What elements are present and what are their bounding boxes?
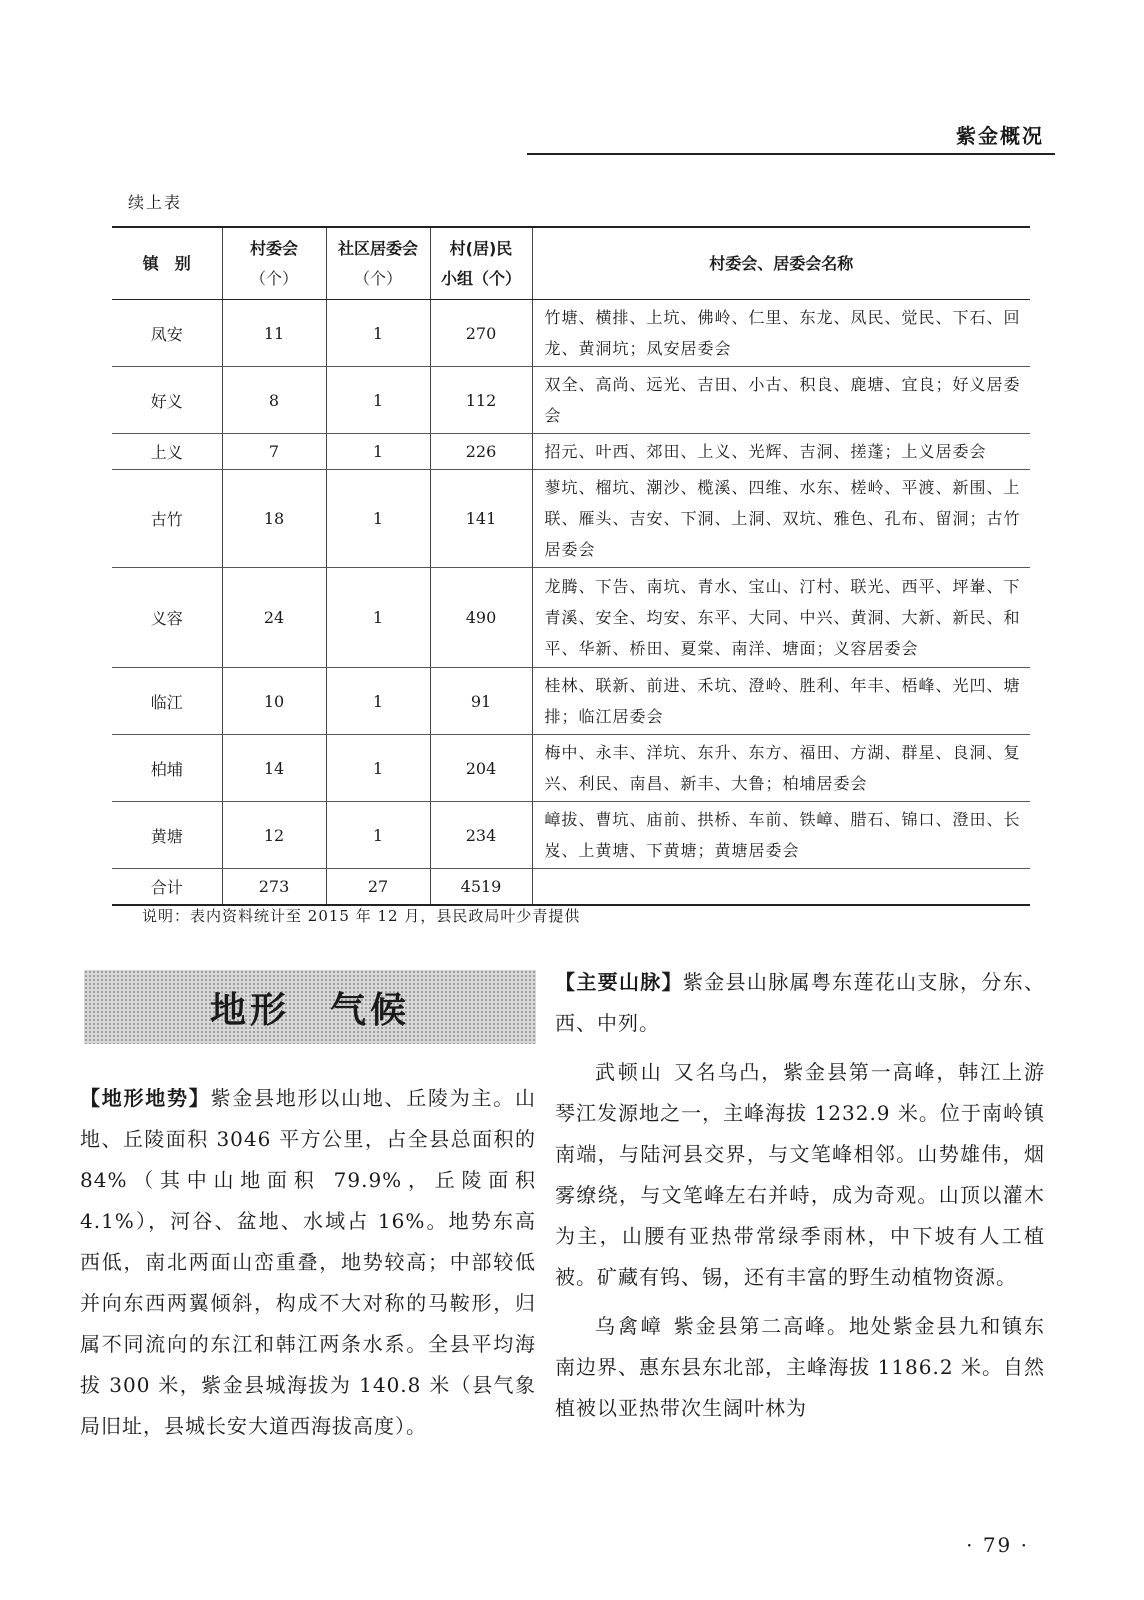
cell-villages: 18 — [222, 470, 326, 568]
cell-names: 双全、高尚、远光、吉田、小古、积良、鹿塘、宜良；好义居委会 — [532, 367, 1030, 434]
cell-communities: 1 — [326, 434, 430, 470]
cell-groups: 204 — [430, 735, 532, 802]
cell-names: 蓼坑、榴坑、潮沙、榄溪、四维、水东、槎岭、平渡、新围、上联、雁头、吉安、下洞、上洞、双坑、雅色、孔布、留洞；古竹居委会 — [532, 470, 1030, 568]
mountains-text: 紫金县山脉属粤东莲花山支脉，分东、西、中列。 — [555, 970, 1046, 1035]
cell-villages: 273 — [222, 869, 326, 905]
mountains-heading: 【主要山脉】 — [555, 970, 683, 994]
section-banner — [84, 970, 536, 1044]
cell-town: 柏埔 — [112, 735, 222, 802]
col-header-communities-label: 社区居委会 — [337, 238, 418, 258]
cell-groups: 234 — [430, 802, 532, 869]
cell-communities: 1 — [326, 668, 430, 735]
cell-communities: 1 — [326, 802, 430, 869]
cell-town: 临江 — [112, 668, 222, 735]
table-caption: 续上表 — [128, 193, 183, 212]
table-row — [112, 367, 1030, 434]
table-row — [112, 568, 1030, 668]
right-column — [555, 962, 1045, 1437]
table-row — [112, 434, 1030, 470]
cell-names — [532, 869, 1030, 905]
cell-villages: 12 — [222, 802, 326, 869]
cell-groups: 226 — [430, 434, 532, 470]
page-number: · 79 · — [966, 1533, 1029, 1557]
section-title: 地形 气候 — [209, 989, 410, 1031]
cell-villages: 24 — [222, 568, 326, 668]
table-header-row — [112, 227, 1030, 300]
col-header-names: 村委会、居委会名称 — [532, 227, 1030, 300]
table-total-row — [112, 869, 1030, 905]
cell-villages: 10 — [222, 668, 326, 735]
cell-villages: 11 — [222, 300, 326, 367]
cell-town: 凤安 — [112, 300, 222, 367]
peak1-text: 又名乌凸，紫金县第一高峰，韩江上游琴江发源地之一，主峰海拔 1232.9 米。位于南岭镇南端，与陆河县交界，与文笔峰相邻。山势雄伟，烟雾缭绕，与文笔峰左右并峙，成为奇观。山顶以灌木为主，山腰有亚热带常绿季雨林，中下坡有人工植被。矿藏有钨、锡，还有丰富的野生动植物资源。 — [555, 1060, 1046, 1289]
cell-names: 嶂拔、曹坑、庙前、拱桥、车前、铁嶂、腊石、锦口、澄田、长岌、上黄塘、下黄塘；黄塘居委会 — [532, 802, 1030, 869]
cell-town: 古竹 — [112, 470, 222, 568]
cell-town: 义容 — [112, 568, 222, 668]
cell-names: 梅中、永丰、洋坑、东升、东方、福田、方湖、群星、良洞、复兴、利民、南昌、新丰、大鲁；柏埔居委会 — [532, 735, 1030, 802]
header-rule — [527, 153, 1055, 155]
cell-town: 好义 — [112, 367, 222, 434]
cell-names: 龙腾、下告、南坑、青水、宝山、汀村、联光、西平、坪輋、下青溪、安全、均安、东平、大同、中兴、黄洞、大新、新民、和平、华新、桥田、夏棠、南洋、塘面；义容居委会 — [532, 568, 1030, 668]
cell-town: 上义 — [112, 434, 222, 470]
cell-communities: 1 — [326, 300, 430, 367]
cell-names: 竹塘、横排、上坑、佛岭、仁里、东龙、凤民、觉民、下石、回龙、黄洞坑；凤安居委会 — [532, 300, 1030, 367]
col-header-communities — [326, 227, 430, 300]
village-committee-table — [112, 226, 1030, 906]
col-header-villages — [222, 227, 326, 300]
cell-groups: 4519 — [430, 869, 532, 905]
peak2-text: 紫金县第二高峰。地处紫金县九和镇东南边界、惠东县东北部，主峰海拔 1186.2 米。自然植被以亚热带次生阔叶林为 — [555, 1314, 1046, 1420]
cell-communities: 1 — [326, 568, 430, 668]
cell-groups: 112 — [430, 367, 532, 434]
cell-groups: 141 — [430, 470, 532, 568]
table-row — [112, 668, 1030, 735]
terrain-paragraph — [80, 1078, 536, 1447]
col-header-groups-line2: 小组（个） — [440, 268, 521, 288]
mountains-paragraph — [555, 962, 1045, 1044]
cell-town: 黄塘 — [112, 802, 222, 869]
peak1-name: 武顿山 — [595, 1060, 664, 1084]
col-header-communities-unit: （个） — [353, 268, 402, 288]
table-row — [112, 300, 1030, 367]
cell-villages: 14 — [222, 735, 326, 802]
cell-groups: 270 — [430, 300, 532, 367]
cell-villages: 8 — [222, 367, 326, 434]
peak2-paragraph — [555, 1306, 1045, 1429]
table-row — [112, 470, 1030, 568]
cell-villages: 7 — [222, 434, 326, 470]
peak2-name: 乌禽嶂 — [595, 1314, 664, 1338]
cell-groups: 490 — [430, 568, 532, 668]
cell-communities: 1 — [326, 735, 430, 802]
col-header-villages-unit: （个） — [249, 268, 298, 288]
cell-communities: 1 — [326, 470, 430, 568]
table-note: 说明：表内资料统计至 2015 年 12 月，县民政局叶少青提供 — [142, 907, 581, 925]
peak1-paragraph — [555, 1052, 1045, 1298]
table-row — [112, 802, 1030, 869]
col-header-town: 镇 别 — [112, 227, 222, 300]
terrain-text: 紫金县地形以山地、丘陵为主。山地、丘陵面积 3046 平方公里，占全县总面积的 84%（其中山地面积 79.9%，丘陵面积 4.1%），河谷、盆地、水域占 16%。地势东高西低，南北两面山峦重叠，地势较高；中部较低并向东西两翼倾斜，构成不大对称的马鞍形，归属不同流向的东江和韩江两条水系。全县平均海拔 300 米，紫金县城海拔为 140.8 米（县气象局旧址，县城长安大道西海拔高度）。 — [80, 1086, 536, 1438]
col-header-groups — [430, 227, 532, 300]
cell-town: 合计 — [112, 869, 222, 905]
cell-communities: 1 — [326, 367, 430, 434]
cell-names: 桂林、联新、前进、禾坑、澄岭、胜利、年丰、梧峰、光凹、塘排；临江居委会 — [532, 668, 1030, 735]
table-row — [112, 735, 1030, 802]
cell-groups: 91 — [430, 668, 532, 735]
left-column — [80, 1078, 536, 1455]
col-header-groups-line1: 村(居)民 — [449, 238, 513, 258]
running-header: 紫金概况 — [956, 124, 1044, 148]
cell-communities: 27 — [326, 869, 430, 905]
col-header-villages-label: 村委会 — [249, 238, 298, 258]
cell-names: 招元、叶西、郊田、上义、光辉、吉洞、搓蓬；上义居委会 — [532, 434, 1030, 470]
terrain-heading: 【地形地势】 — [80, 1086, 211, 1110]
